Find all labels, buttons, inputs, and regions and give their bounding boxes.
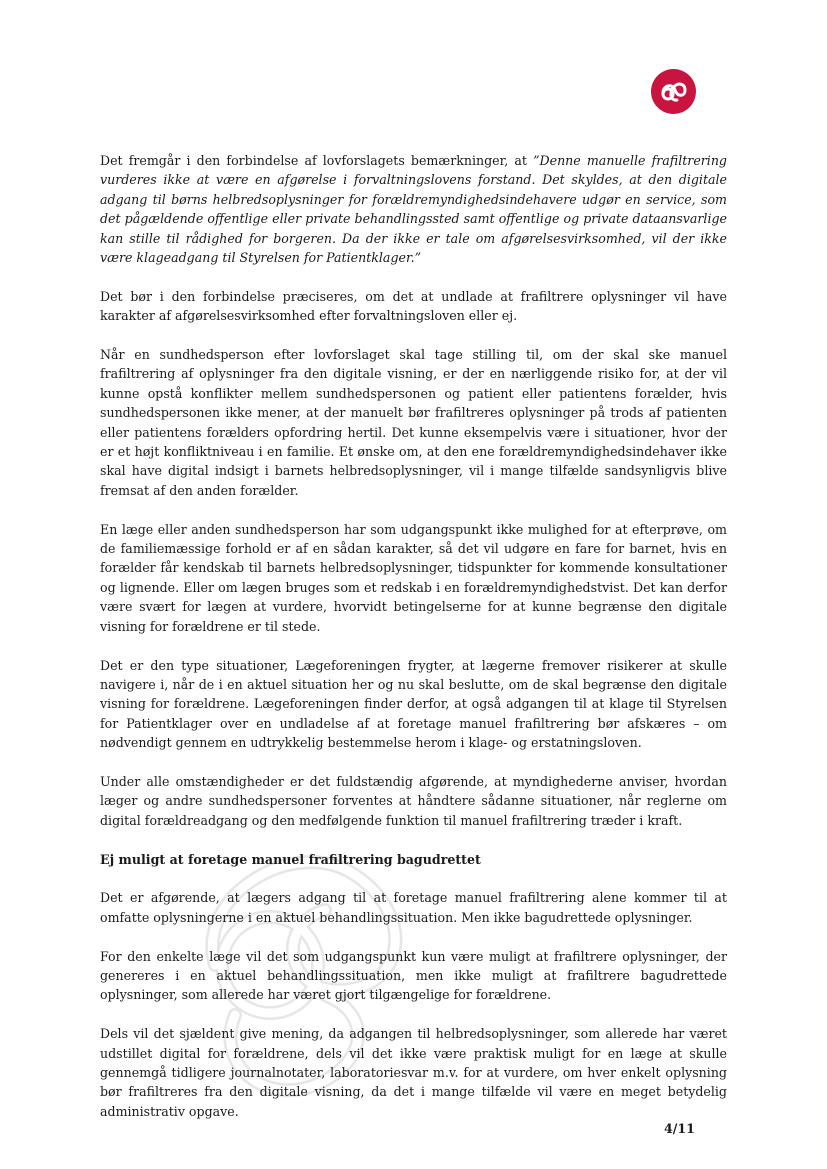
paragraph-quote	[100, 151, 727, 267]
paragraph-doctor-assessment: En læge eller anden sundhedsperson har som udgangspunkt ikke mulighed for at efterprøve, om de familiemæssige forhold er af en sådan karakter, så det vil udgøre en fare for barnet, hvis en forælder får kendskab til barnets helbredsoplysninger, tidspunkter for kommende konsultationer og lignende. Eller om lægen bruges som et redskab i en forældremyndighedstvist. Det kan derfor være svært for lægen at vurdere, hvorvidt betingelserne for at kunne begrænse den digitale visning for forældrene er til stede.	[100, 521, 727, 634]
paragraph-current-situation: Det er afgørende, at lægers adgang til at foretage manuel frafiltrering alene kommer til at omfatte oplysningerne i en aktuel behandlingssituation. Men ikke bagudrettede oplysninger.	[100, 890, 727, 925]
page-number: 4/11	[664, 1121, 695, 1136]
paragraph-administrative-burden: Dels vil det sjældent give mening, da adgangen til helbredsoplysninger, som allerede har været udstillet digital for forældrene, dels vil det ikke være praktisk muligt for en læge at skulle gennemgå tidligere journalnotater, laboratoriesvar m.v. for at vurdere, om hver enkelt oplysning bør frafiltreres fra den digitale visning, da det i mange tilfælde vil være en meget betydelig administrativ opgave.	[100, 1026, 727, 1119]
paragraph-clarification: Det bør i den forbindelse præciseres, om det at undlade at frafiltrere oplysninger vil have karakter af afgørelsesvirksomhed efter forvaltningsloven eller ej.	[100, 288, 727, 324]
paragraph-complaint-access: Det er den type situationer, Lægeforeningen frygter, at lægerne fremover risikerer at skulle navigere i, når de i en aktuel situation her og nu skal beslutte, om de skal begrænse den digitale visning for forældrene. Lægeforeningen finder derfor, at også adgangen til at klage til Styrelsen for Patientklager over en undladelse af at foretage manuel frafiltrering bør afskæres – om nødvendigt gennem en udtrykkelig bestemmelse herom i klage- og erstatningsloven.	[100, 657, 727, 751]
paragraph-conflict-risk: Når en sundhedsperson efter lovforslaget skal tage stilling til, om der skal ske manuel frafiltrering af oplysninger fra den digitale visning, er der en nærliggende risiko for, at der vil kunne opstå konflikter mellem sundhedspersonen og patient eller patientens forælder, hvis sundhedspersonen ikke mener, at der manuelt bør frafiltreres oplysninger på trods af patienten eller patientens forælders opfordring hertil. Det kunne eksempelvis være i situationer, hvor der er et højt konfliktniveau i en familie. Et ønske om, at den ene forældremyndighedsindehaver ikke skal have digital indsigt i barnets helbredsoplysninger, vil i mange tilfælde sandsynligvis blive fremsat af den anden forælder.	[100, 347, 727, 498]
quoted-remarks: ”Denne manuelle frafiltrering vurderes ikke at være en afgørelse i forvaltningslovens forstand. Det skyldes, at den digitale adgang til børns helbredsoplysninger for forældremyndighedsindehavere udgør en service, som det pågældende offentlige eller private behandlingssted samt offentlige og private dataansvarlige kan stille til rådighed for borgeren. Da der ikke er tale om afgørelsesvirksomhed, vil der ikke være klageadgang til Styrelsen for Patientklager.”	[100, 153, 727, 266]
paragraph-quote-intro: Det fremgår i den forbindelse af lovforslagets bemærkninger, at	[100, 153, 534, 168]
section-heading: Ej muligt at foretage manuel frafiltrering bagudrettet	[100, 851, 481, 867]
loop-knot-icon	[651, 69, 696, 114]
paragraph-no-retroactive: For den enkelte læge vil det som udgangspunkt kun være muligt at frafiltrere oplysninger, der genereres i en aktuel behandlingssituation, men ikke muligt at frafiltrere bagudrettede oplysninger, som allerede har været gjort tilgængelige for forældrene.	[100, 948, 727, 1003]
paragraph-guidance: Under alle omstændigheder er det fuldstændig afgørende, at myndighederne anviser, hvordan læger og andre sundhedspersoner forventes at håndtere sådanne situationer, når reglerne om digital forældreadgang og den medfølgende funktion til manuel frafiltrering træder i kraft.	[100, 773, 727, 828]
organization-logo	[651, 69, 696, 114]
letter-body	[100, 151, 727, 1141]
